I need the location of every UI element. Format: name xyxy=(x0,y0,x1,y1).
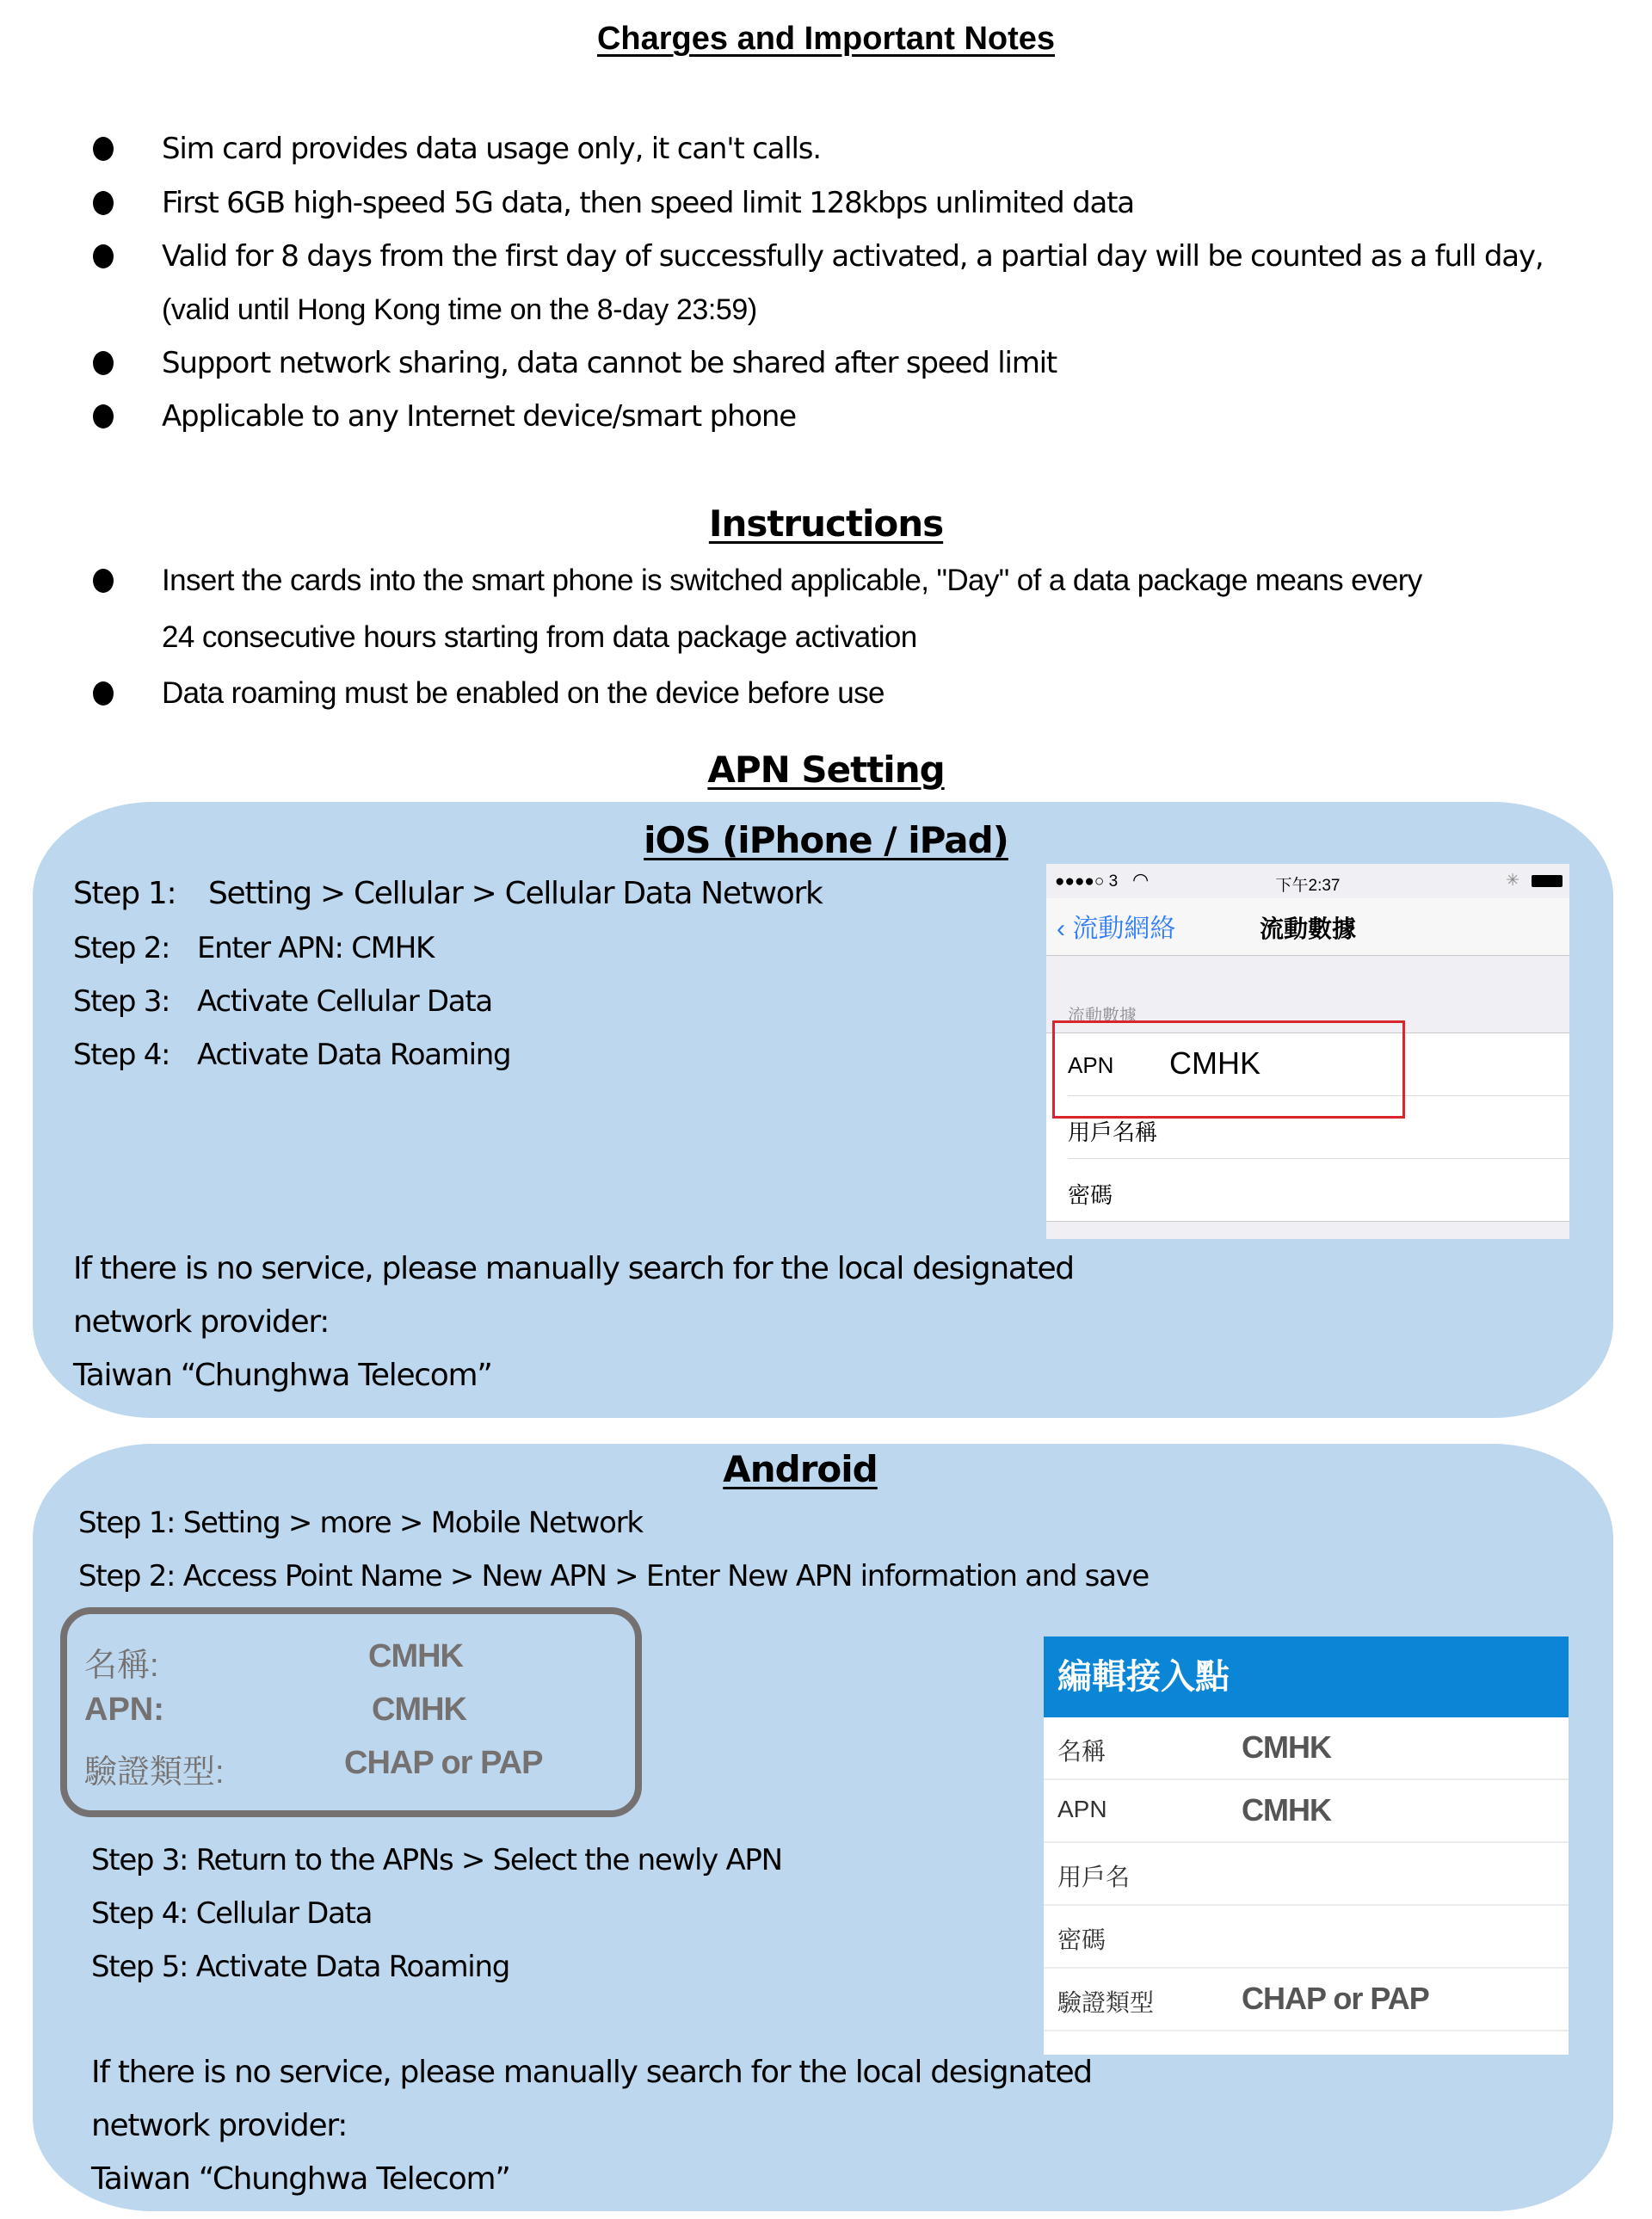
instructions-title: Instructions xyxy=(708,502,944,545)
ios-step-4: Step 4: Activate Data Roaming xyxy=(73,1038,511,1072)
ios-note-line: Taiwan “Chunghwa Telecom” xyxy=(73,1358,492,1393)
android-apn-screenshot xyxy=(1044,1637,1569,2055)
ios-step-2: Step 2: Enter APN: CMHK xyxy=(73,931,434,965)
ios-status-bar: ●●●●○ 3 ◠ 下午2:37 ✳ xyxy=(1046,864,1569,898)
bullet-icon xyxy=(93,137,114,161)
android-step-3: Step 3: Return to the APNs > Select the newly APN xyxy=(91,1843,782,1877)
ios-section-label: 流動數據 xyxy=(1068,1007,1137,1026)
android-header: 編輯接入點 xyxy=(1044,1637,1569,1717)
ios-step-3: Step 3: Activate Cellular Data xyxy=(73,984,492,1019)
ios-note-line: If there is no service, please manually search for the local designated xyxy=(73,1251,1074,1286)
ios-password-row[interactable]: 密碼 xyxy=(1068,1182,1113,1208)
wifi-icon: ◠ xyxy=(1132,869,1150,891)
apn-info-apn: APN: CMHK xyxy=(84,1692,466,1728)
bullet-icon xyxy=(93,191,114,215)
apn-info-auth: 驗證類型: CHAP or PAP xyxy=(84,1745,543,1791)
android-username-row[interactable]: 用戶名 xyxy=(1044,1843,1569,1906)
ios-title: iOS (iPhone / iPad) xyxy=(644,819,1008,861)
apn-field[interactable]: CMHK xyxy=(1169,1045,1261,1081)
android-note-line: If there is no service, please manually search for the local designated xyxy=(91,2055,1092,2090)
android-step-1: Step 1: Setting > more > Mobile Network xyxy=(78,1506,643,1540)
back-button[interactable]: ‹ 流動網絡 xyxy=(1057,915,1176,943)
android-step-2: Step 2: Access Point Name > New APN > Enter New APN information and save xyxy=(78,1559,1150,1593)
android-apn-row[interactable]: APN CMHK xyxy=(1044,1780,1569,1843)
bullet-icon xyxy=(93,351,114,375)
android-auth-row[interactable]: 驗證類型 CHAP or PAP xyxy=(1044,1969,1569,2031)
android-note-line: network provider: xyxy=(91,2108,348,2143)
bullet-icon xyxy=(93,404,114,428)
bullet-icon xyxy=(93,244,114,268)
ios-note-line: network provider: xyxy=(73,1304,330,1340)
bluetooth-icon: ✳ xyxy=(1506,872,1519,890)
chevron-left-icon: ‹ xyxy=(1057,915,1065,943)
android-name-row[interactable]: 名稱 CMHK xyxy=(1044,1717,1569,1780)
ios-step-1: Step 1: Setting > Cellular > Cellular Data Network xyxy=(73,876,823,911)
signal-icon: ●●●●○ 3 xyxy=(1055,872,1119,891)
ios-nav-title: 流動數據 xyxy=(1259,915,1356,942)
battery-icon xyxy=(1532,875,1563,887)
ios-apn-screenshot xyxy=(1046,864,1569,1239)
android-title: Android xyxy=(723,1448,878,1490)
ios-username-row[interactable]: 用戶名稱 xyxy=(1068,1096,1569,1159)
ios-apn-row[interactable]: APN CMHK xyxy=(1068,1033,1569,1096)
bullet-icon xyxy=(93,681,114,706)
apn-setting-title: APN Setting xyxy=(707,749,945,791)
ios-nav-bar xyxy=(1046,898,1569,956)
apn-highlight-box xyxy=(1052,1020,1405,1119)
android-note-line: Taiwan “Chunghwa Telecom” xyxy=(91,2161,510,2197)
android-step-4: Step 4: Cellular Data xyxy=(91,1896,373,1931)
android-password-row[interactable]: 密碼 xyxy=(1044,1906,1569,1969)
notes-title: Charges and Important Notes xyxy=(596,21,1056,57)
bullet-icon xyxy=(93,569,114,593)
apn-info-name: 名稱: CMHK xyxy=(84,1638,463,1684)
android-step-5: Step 5: Activate Data Roaming xyxy=(91,1950,509,1984)
